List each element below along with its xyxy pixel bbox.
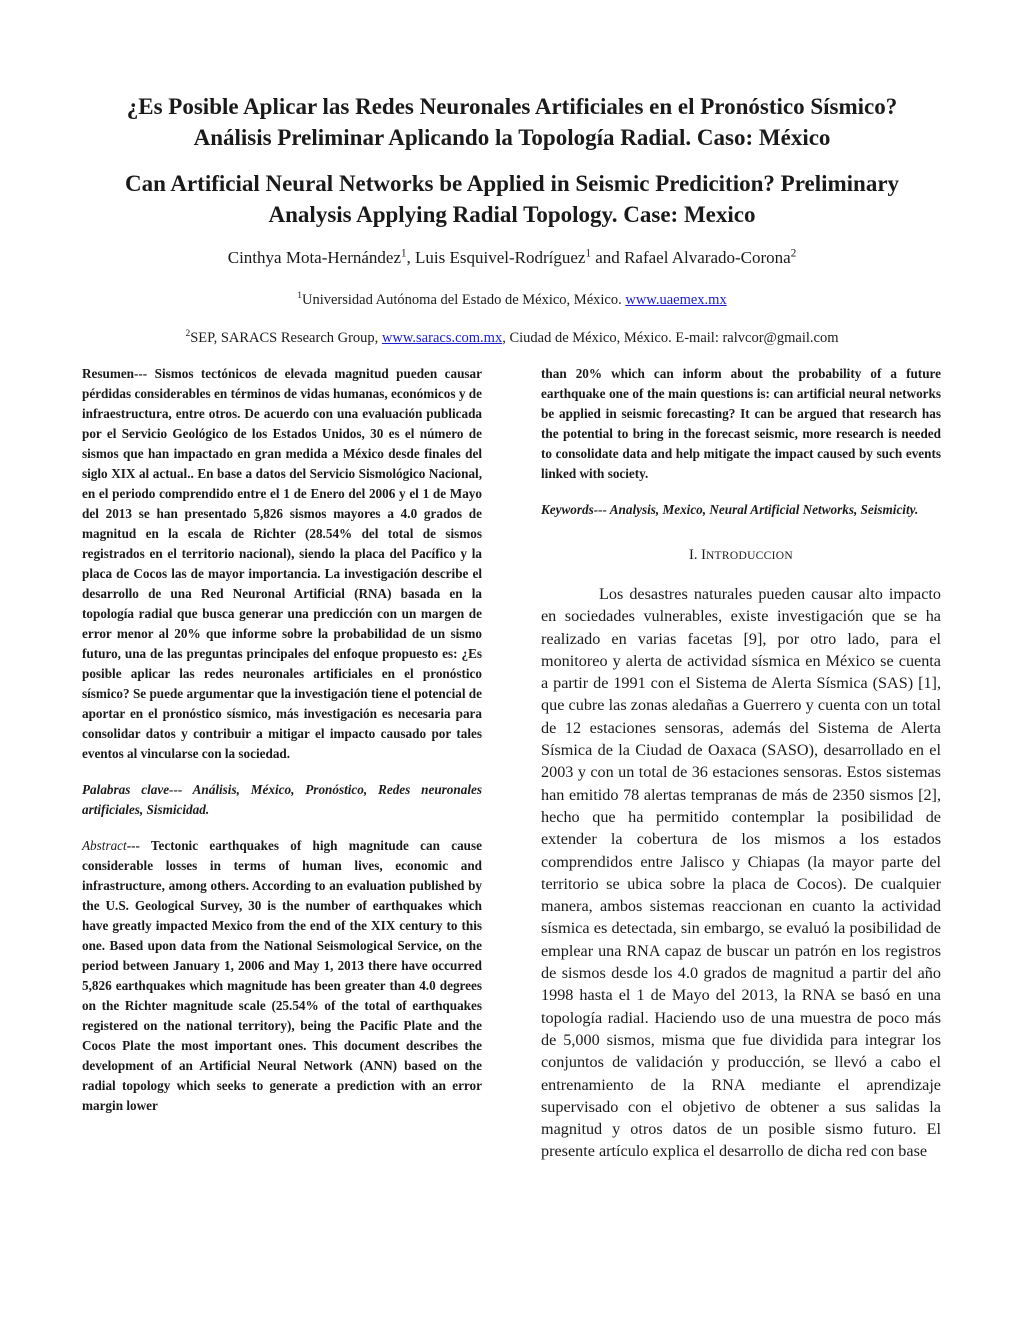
title-spanish	[60, 91, 964, 153]
section-heading-introduccion	[541, 544, 941, 567]
abstract-label: Abstract	[82, 838, 127, 853]
right-column	[541, 364, 941, 1163]
abstract-continuation: than 20% which can inform about the probability of a future earthquake one of the main questions is: can artificial neural networks be applied in seismic forecasting? It can be argued that research has the potential to bring in the forecast seismic, more research is needed to consolidate data and help mitigate the impact caused by such events linked with society.	[541, 366, 941, 481]
author-list	[60, 246, 964, 270]
section-number: I. I	[689, 547, 706, 563]
author-2-affiliation: 1	[585, 247, 592, 260]
author-1-affiliation: 1	[401, 247, 407, 260]
affiliation-2-text-after: , Ciudad de México, México. E-mail: ralvcor@gmail.com	[502, 330, 839, 346]
author-3: Rafael Alvarado-Corona	[624, 248, 791, 267]
author-separator-and: and	[591, 248, 625, 267]
palabras-clave-label: Palabras clave---	[82, 782, 183, 797]
palabras-clave-paragraph	[82, 780, 482, 820]
title-spanish-line2: Análisis Preliminar Aplicando la Topología Radial. Caso: México	[193, 125, 831, 150]
affiliation-2	[60, 328, 964, 348]
introduction-paragraph: Los desastres naturales pueden causar alto impacto en sociedades vulnerables, existe investigación que se ha realizado en varias facetas [9], por otro lado, para el monitoreo y alerta de actividad sísmica en México se cuenta a partir de 1991 con el Sistema de Alerta Sísmica (SAS) [1], que cubre las zonas aledañas a Guerrero y cuenta con un total de 12 estaciones sensoras, además del Sistema de Alerta Sísmica de la Ciudad de Oaxaca (SASO), desarrollado en el 2003 y con un total de 36 estaciones sensoras. Estos sistemas han emitido 78 alertas tempranas de más de 2350 sismos [2], hecho que ha permitido contemplar la posibilidad de extender la cobertura de los mismos a los estados comprendidos entre Jalisco y Chiapas (la mayor parte del territorio se ubica sobre la placa de Cocos). De cualquier manera, ambos sistemas reaccionan en cuanto la actividad sísmica es detectada, sin embargo, se evaluó la posibilidad de emplear una RNA capaz de buscar un patrón en los registros de sismos desde los 4.0 grados de magnitud a partir del año 1998 hasta el 1 de Mayo del 2013, la RNA se basó en una topología radial. Haciendo uso de una muestra de poco más de 5,000 sismos, misma que fue dividida para integrar los conjuntos de validación y producción, se llevó a cabo el entrenamiento de la RNA mediante el aprendizaje supervisado con el objetivo de obtener a sus salidas la magnitud y otros datos de un posible sismo futuro. El presente artículo explica el desarrollo de dicha red con base	[541, 585, 941, 1161]
abstract-text: --- Tectonic earthquakes of high magnitude can cause considerable losses in terms of human lives, economic and infrastructure, among others. According to an evaluation published by the U.S. Geological Survey, 30 is the number of earthquakes which have greatly impacted Mexico from the end of the XIX century to this one. Based upon data from the National Seismological Service, on the period between January 1, 2006 and May 1, 2013 there have occurred 5,826 earthquakes which magnitude has been greater than 4.0 degrees on the Richter magnitude scale (25.54% of the total of earthquakes registered on the national territory), being the Pacific Plate and the Cocos Plate the most important ones. This document describes the development of an Artificial Neural Network (ANN) based on the radial topology which seeks to generate a prediction with an error margin lower	[82, 838, 482, 1113]
author-separator: ,	[406, 248, 416, 267]
affiliation-1-text: Universidad Autónoma del Estado de México, México.	[301, 292, 626, 308]
keywords-paragraph: Keywords--- Analysis, Mexico, Neural Artificial Networks, Seismicity.	[541, 502, 919, 517]
author-3-affiliation: 2	[790, 247, 797, 260]
affiliation-2-link[interactable]: www.saracs.com.mx	[381, 330, 503, 346]
affiliation-2-mark: 2	[185, 329, 191, 340]
author-2: Luis Esquivel-Rodríguez	[415, 248, 586, 267]
resumen-text: Sismos tectónicos de elevada magnitud pueden causar pérdidas considerables en términos de vidas humanas, económicos y de infraestructura, entre otros. De acuerdo con una evaluación publicada por el Servicio Geológico de los Estados Unidos, 30 es el número de sismos que han impactado en gran medida a México desde finales del siglo XIX al actual.. En base a datos del Servicio Sismológico Nacional, en el periodo comprendido entre el 1 de Enero del 2006 y el 1 de Mayo del 2013 se han presentado 5,826 sismos mayores a 4.0 grados de magnitud en la escala de Richter (28.54% del total de sismos registrados en el territorio nacional), siendo la placa del Pacífico y la placa de Cocos las de mayor importancia. La investigación describe el desarrollo de una Red Neuronal Artificial (RNA) basada en la topología radial que busca generar una predicción con un margen de error menor al 20% que informe sobre la probabilidad de un sismo futuro, una de las preguntas principales del enfoque propuesto es: ¿Es posible aplicar las redes neuronales artificiales en el pronóstico sísmico? Se puede argumentar que la investigación tiene el potencial de aportar en el pronóstico sísmico, más investigación es necesaria para consolidar datos y contribuir a mitigar el impacto causado por tales eventos al vincularse con la sociedad.	[82, 366, 482, 761]
title-spanish-line1: ¿Es Posible Aplicar las Redes Neuronales Artificiales en el Pronóstico Sísmico?	[126, 94, 898, 119]
palabras-clave-text: Análisis, México, Pronóstico, Redes neuronales artificiales, Sismicidad.	[82, 782, 482, 817]
abstract-paragraph	[82, 836, 482, 1116]
resumen-label: Resumen---	[82, 366, 148, 381]
affiliation-1-link[interactable]: www.uaemex.mx	[625, 292, 727, 308]
author-1: Cinthya Mota-Hernández	[227, 248, 401, 267]
left-column	[82, 364, 482, 1116]
resumen-paragraph	[82, 364, 482, 764]
title-english	[60, 168, 964, 230]
affiliation-2-text: SEP, SARACS Research Group,	[190, 330, 382, 346]
affiliation-1	[60, 290, 964, 310]
affiliation-1-mark: 1	[297, 291, 302, 302]
title-english-line1: Can Artificial Neural Networks be Applied in Seismic Predicition? Preliminary	[124, 171, 900, 196]
title-english-line2: Analysis Applying Radial Topology. Case: Mexico	[268, 202, 756, 227]
section-title: NTRODUCCION	[705, 550, 793, 562]
